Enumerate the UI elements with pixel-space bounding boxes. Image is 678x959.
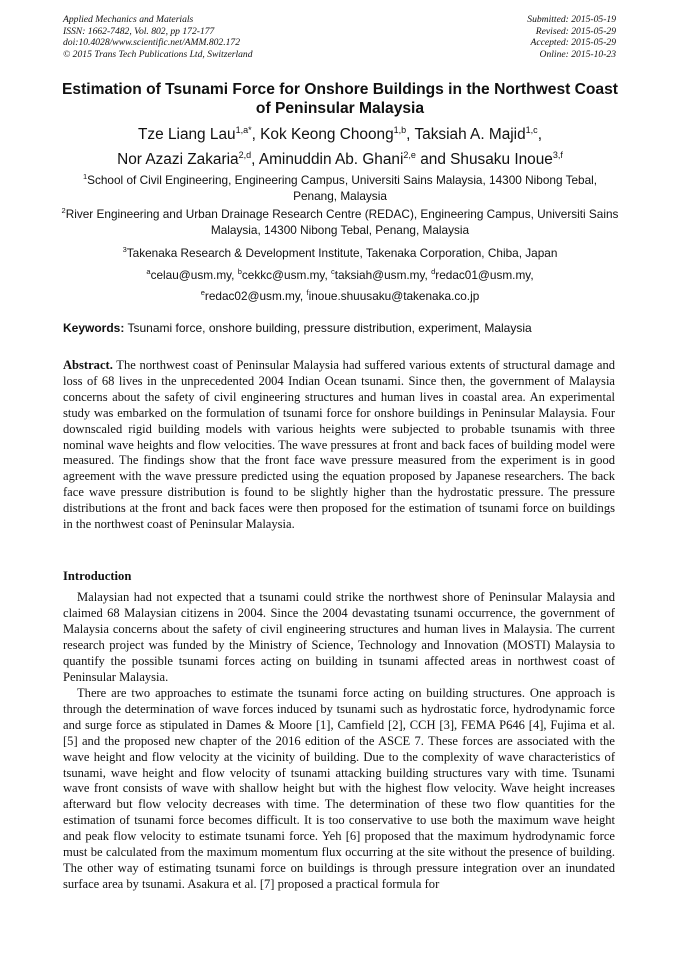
affiliation-mark: 3 (122, 245, 127, 254)
author-name: Taksiah A. Majid (414, 126, 526, 143)
email-address[interactable]: cekkc@usm.my (241, 268, 325, 282)
affiliation-3 (60, 246, 620, 262)
paper-title: Estimation of Tsunami Force for Onshore Buildings in the Northwest Coast of Peninsular Malaysia (62, 81, 618, 117)
copyright-line: © 2015 Trans Tech Publications Ltd, Switzerland (63, 48, 253, 60)
keywords (63, 321, 623, 336)
accepted-date: Accepted: 2015-05-29 (530, 37, 616, 49)
keywords-label: Keywords: (63, 321, 125, 335)
email-line-1: $^a$celau@usm.my, $^b$cekkc@usm.my, $^c$taksiah@usm.my, $^d$redac01@usm.my, (146, 267, 534, 282)
submitted-date: Submitted: 2015-05-19 (527, 14, 616, 25)
email-address[interactable]: redac01@usm.my (435, 268, 531, 282)
author-affil-mark: 2,e (403, 150, 416, 160)
author-name: Aminuddin Ab. Ghani (258, 151, 404, 168)
author-name: Nor Azazi Zakaria (117, 151, 239, 168)
abstract (63, 358, 615, 533)
email-line-2: $^e$redac02@usm.my, $^f$inoue.shuusaku@takenaka.co.jp (200, 288, 480, 303)
author-name: Tze Liang Lau (138, 126, 236, 143)
email-mark: f (306, 288, 309, 297)
author-line-1 (40, 122, 640, 147)
issn-line: ISSN: 1662-7482, Vol. 802, pp 172-177 (63, 25, 215, 37)
introduction-paragraph: There are two approaches to estimate the tsunami force acting on building structures. One approach is through the determination of wave forces induced by tsunami such as hydrostatic force, hydrodynamic force and surge force as stipulated in Dames & Moore [1], Camfield [2], CCH [3], FEMA P646 [4], Fujima et al. [5] and the proposed new chapter of the 2016 edition of the ASCE 7. These forces are associated with the wave height and flow velocity at the vicinity of building. Due to the complexity of wave characteristics of tsunami, wave height and flow velocity of tsunami attacking building structures vary with time. Tsunami wave front consists of wave with shallow height but with the highest flow velocity. Wave height increases afterward but flow velocity decreases with time. The determination of these two flow quantities for the estimation of tsunami force becomes difficult. It is too conservative to use both the maximum wave height and peak flow velocity to estimate tsunami force. Yeh [6] proposed that the maximum hydrodynamic force must be calculated from the maximum momentum flux occurring at the site without the presence of building. The other way of estimating tsunami force on buildings is through pressure integration over an inundated surface area by tsunami. Asakura et al. [7] proposed a practical formula for (63, 686, 615, 891)
keywords-text: Tsunami force, onshore building, pressure distribution, experiment, Malaysia (124, 321, 532, 335)
affiliation-text: School of Civil Engineering, Engineering Campus, Universiti Sains Malaysia, 14300 Nibong Tebal, Penang, Malaysia (87, 173, 598, 203)
email-address[interactable]: inoue.shuusaku@takenaka.co.jp (308, 289, 480, 303)
email-list (60, 265, 620, 307)
author-separator: and (415, 151, 451, 168)
author-affil-mark: 3,f (552, 150, 563, 160)
introduction-paragraph: Malaysian had not expected that a tsunami could strike the northwest shore of Peninsular Malaysia and claimed 68 Malaysian citizens in 2004. Since the 2004 devastating tsunami occurrence, the government of Malaysia concerns about the safety of civil engineering structures and human lives in Malaysia. The current research project was funded by the Ministry of Science, Technology and Innovation (MOSTI) Malaysia to quantify the possible tsunami forces acting on building in tsunami affected areas in northwest coast of Peninsular Malaysia. (63, 590, 615, 684)
author-affil-mark: 1,c (525, 125, 538, 135)
email-address[interactable]: taksiah@usm.my (334, 268, 425, 282)
introduction-heading: Introduction (63, 569, 132, 583)
email-mark: e (200, 288, 205, 297)
abstract-label: Abstract. (63, 358, 113, 372)
author-name: Shusaku Inoue (450, 151, 553, 168)
affiliation-text: River Engineering and Urban Drainage Research Centre (REDAC), Engineering Campus, Universiti Sains Malaysia, 14300 Nibong Tebal, Penang, Malaysia (65, 207, 619, 237)
author-affil-mark: 2,d (238, 150, 252, 160)
author-separator: , (406, 126, 415, 143)
affiliation-mark: 1 (82, 172, 88, 181)
doi-line[interactable]: doi:10.4028/www.scientific.net/AMM.802.172 (63, 37, 241, 49)
dates-header (527, 14, 616, 60)
author-line-2 (40, 147, 640, 172)
author-separator: , (251, 126, 261, 143)
email-mark: b (237, 267, 242, 276)
journal-header (63, 14, 253, 60)
affiliation-mark: 2 (61, 206, 66, 215)
email-address[interactable]: celau@usm.my (150, 268, 232, 282)
journal-name: Applied Mechanics and Materials (63, 14, 194, 25)
email-mark: d (431, 267, 436, 276)
email-address[interactable]: redac02@usm.my (204, 289, 300, 303)
online-date: Online: 2015-10-23 (539, 48, 616, 60)
author-affil-mark: 1,b (393, 125, 407, 135)
affiliation-1 (60, 173, 620, 204)
author-name: Kok Keong Choong (260, 126, 394, 143)
author-list (40, 122, 640, 172)
email-mark: a (146, 267, 151, 276)
email-mark: c (331, 267, 335, 276)
abstract-text: The northwest coast of Peninsular Malaysia had suffered various extents of structural damage and loss of 68 lives in the unprecedented 2004 Indian Ocean tsunami. Since then, the government of Malaysia concerns about the safety of civil engineering structures and human lives in coastal area. An experimental study was embarked on the formulation of tsunami force for onshore buildings in Peninsular Malaysia. Four downscaled rigid building models with various heights were subjected to probable tsunamis with three nominal wave heights and flow velocities. The wave pressures at front and back faces of building model were measured. The findings show that the front face wave pressure measured from the experiment is in good agreement with the wave pressure predicted using the equation proposed by Japanese researchers. The back face wave pressure distribution is found to be slightly higher than the hydrostatic pressure. The pressure distributions at the front and back faces were then proposed for the estimation of tsunami force on buildings in the northwest coast of Peninsular Malaysia. (63, 358, 615, 532)
author-separator: , (251, 151, 259, 168)
affiliation-text: Takenaka Research & Development Institute, Takenaka Corporation, Chiba, Japan (126, 246, 558, 260)
author-affil-mark: 1,a* (235, 125, 252, 135)
revised-date: Revised: 2015-05-29 (535, 25, 616, 37)
affiliation-2 (60, 207, 620, 238)
author-separator: , (537, 126, 542, 143)
